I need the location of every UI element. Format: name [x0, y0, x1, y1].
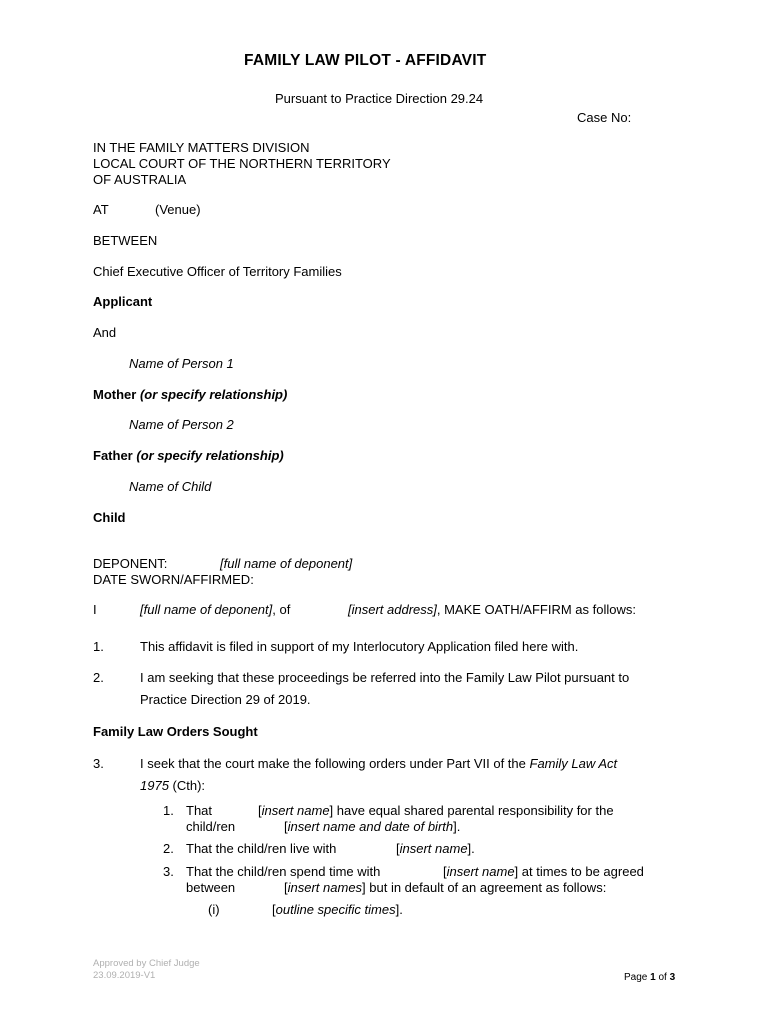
deponent-label: DEPONENT: [93, 556, 168, 571]
order-3-text: That the child/ren spend time with [186, 864, 381, 879]
page-of: of [658, 972, 667, 983]
order-3-insert-name: insert name [446, 864, 515, 879]
child-name: Name of Child [129, 479, 212, 494]
order-1-line-1-rest [258, 803, 614, 819]
order-3-line-1-rest [443, 864, 644, 880]
order-1-number: 1. [163, 803, 174, 818]
order-2-bracket-open: [ [396, 841, 400, 856]
order-1-bracket-open-2: [ [284, 819, 288, 834]
page-total: 3 [669, 972, 676, 983]
paragraph-3-text: I seek that the court make the following orders under Part VII of the [140, 756, 530, 771]
paragraph-3-line-2 [140, 778, 205, 794]
order-3-line-2-rest [284, 880, 606, 896]
order-3-number: 3. [163, 864, 174, 879]
order-1-responsibility-text: ] have equal shared parental responsibility for the [329, 803, 614, 818]
footer-approved: Approved by Chief Judge [93, 958, 200, 969]
between-label: BETWEEN [93, 233, 158, 248]
applicant-name: Chief Executive Officer of Territory Families [93, 264, 342, 279]
sub-item-bracket-close: ]. [395, 902, 403, 917]
order-2-insert-name: insert name [399, 841, 468, 856]
order-2-bracket-close: ]. [467, 841, 475, 856]
person-2-name: Name of Person 2 [129, 417, 234, 432]
venue-label: AT [93, 202, 109, 217]
sub-item-bracket-open: [ [272, 902, 276, 917]
order-2-number: 2. [163, 841, 174, 856]
document-title: FAMILY LAW PILOT - AFFIDAVIT [244, 52, 487, 69]
paragraph-2-line-1: I am seeking that these proceedings be referred into the Family Law Pilot pursuant to [140, 670, 630, 685]
oath-deponent-name: [full name of deponent] [140, 602, 273, 617]
orders-heading: Family Law Orders Sought [93, 724, 258, 739]
oath-address: [insert address] [348, 602, 437, 617]
oath-i: I [93, 602, 97, 617]
person-1-note: (or specify relationship) [139, 387, 288, 402]
paragraph-2-line-2: Practice Direction 29 of 2019. [140, 692, 311, 707]
applicant-role: Applicant [93, 294, 153, 309]
date-sworn-label: DATE SWORN/AFFIRMED: [93, 572, 254, 587]
person-2-role: Father [93, 448, 133, 463]
person-1-role-line [93, 387, 287, 403]
order-1-insert-name: insert name [261, 803, 330, 818]
page-word: Page [624, 972, 648, 983]
court-line-1: IN THE FAMILY MATTERS DIVISION [93, 140, 310, 155]
case-number-label: Case No: [577, 110, 632, 125]
paragraph-3-line-1 [140, 756, 617, 772]
person-1-name: Name of Person 1 [129, 356, 234, 371]
order-2-rest [396, 841, 475, 857]
order-1-children: child/ren [186, 819, 236, 834]
document-subtitle: Pursuant to Practice Direction 29.24 [275, 91, 484, 106]
person-2-role-line [93, 448, 284, 464]
venue-value: (Venue) [155, 202, 201, 217]
page-number [624, 970, 675, 986]
order-3-insert-names: insert names [287, 880, 363, 895]
sub-item-text [272, 902, 403, 918]
sub-item-outline: outline specific times [275, 902, 396, 917]
order-1-that: That [186, 803, 213, 818]
child-role: Child [93, 510, 126, 525]
act-jurisdiction: (Cth): [168, 778, 206, 793]
order-2-text: That the child/ren live with [186, 841, 337, 856]
order-1-line-2-rest [284, 819, 460, 835]
and-label: And [93, 325, 117, 340]
page-current: 1 [650, 972, 656, 983]
order-3-times-text: ] at times to be agreed [514, 864, 644, 879]
paragraph-1-number: 1. [93, 639, 104, 654]
paragraph-1-text: This affidavit is filed in support of my Interlocutory Application filed here with. [140, 639, 579, 654]
sub-item-number: (i) [208, 902, 220, 917]
oath-name-line [140, 602, 290, 618]
court-line-2: LOCAL COURT OF THE NORTHERN TERRITORY [93, 156, 391, 171]
act-name: Family Law Act [529, 756, 618, 771]
order-3-bracket-open: [ [443, 864, 447, 879]
order-1-bracket-close-2: ]. [453, 819, 461, 834]
order-3-bracket-open-2: [ [284, 880, 288, 895]
oath-address-line [348, 602, 636, 618]
footer-version: 23.09.2019-V1 [93, 970, 156, 981]
deponent-value: [full name of deponent] [220, 556, 353, 571]
order-3-between: between [186, 880, 236, 895]
act-year: 1975 [140, 778, 169, 793]
person-1-role: Mother [93, 387, 137, 402]
oath-comma-of: , of [272, 602, 291, 617]
person-2-note: (or specify relationship) [136, 448, 284, 463]
order-3-default-text: ] but in default of an agreement as follows: [362, 880, 607, 895]
paragraph-2-number: 2. [93, 670, 104, 685]
order-1-insert-name-dob: insert name and date of birth [287, 819, 454, 834]
oath-make-oath: , MAKE OATH/AFFIRM as follows: [436, 602, 636, 617]
order-1-bracket-open: [ [258, 803, 262, 818]
paragraph-3-number: 3. [93, 756, 104, 771]
court-line-3: OF AUSTRALIA [93, 172, 187, 187]
